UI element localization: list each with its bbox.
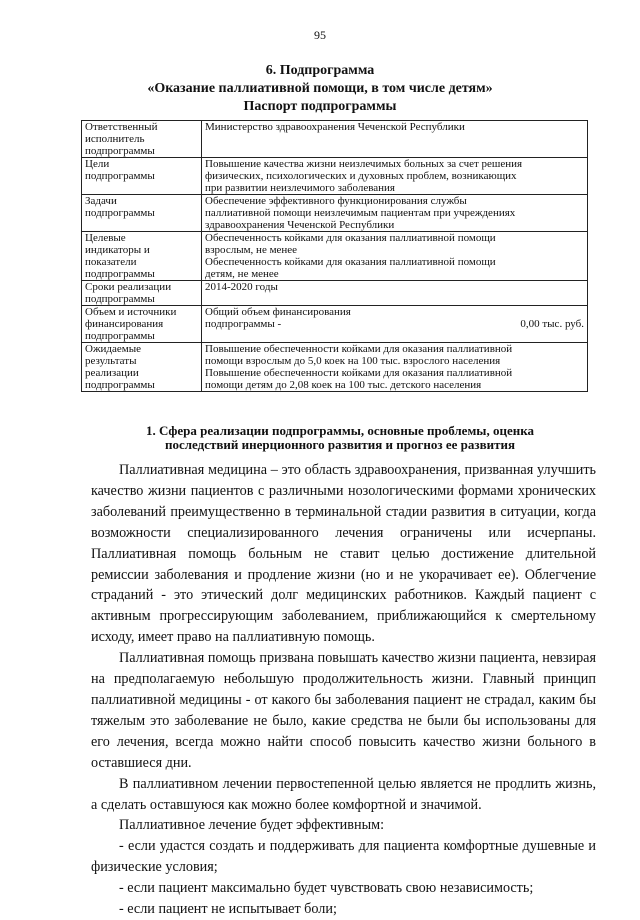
- passport-value-line: Министерство здравоохранения Чеченской Республики: [205, 121, 465, 133]
- passport-value-line: паллиативной помощи неизлечимым пациентам при учреждениях: [205, 207, 516, 219]
- passport-label-cell: [82, 121, 202, 158]
- page-number: 95: [314, 28, 326, 42]
- passport-value-line: Обеспеченность койками для оказания паллиативной помощи: [205, 232, 496, 244]
- passport-label-line: подпрограммы: [85, 145, 155, 157]
- passport-label-line: Задачи: [85, 195, 117, 207]
- section-heading-line: 1. Сфера реализации подпрограммы, основные проблемы, оценка: [145, 423, 534, 438]
- passport-label-line: подпрограммы: [85, 268, 155, 280]
- passport-value-line: помощи взрослым до 5,0 коек на 100 тыс. взрослого населения: [205, 355, 501, 367]
- section-heading-line: последствий инерционного развития и прогноз ее развития: [164, 437, 516, 452]
- financing-label: подпрограммы -: [205, 318, 282, 330]
- passport-label-line: финансирования: [85, 318, 164, 330]
- passport-label-line: Сроки реализации: [85, 281, 172, 293]
- passport-label-line: подпрограммы: [85, 293, 155, 305]
- subprogram-number-title: 6. Подпрограмма: [265, 63, 375, 78]
- passport-table: [81, 120, 588, 392]
- passport-label-line: подпрограммы: [85, 379, 155, 391]
- financing-row: [205, 318, 584, 330]
- passport-label-line: Целевые: [85, 232, 126, 244]
- passport-label-line: индикаторы и: [85, 244, 150, 256]
- passport-value-line: взрослым, не менее: [205, 244, 298, 256]
- paragraph: В паллиативном лечении первостепенной целью является не продлить жизнь, а сделать оставшуюся как можно более комфортной и значимой.: [91, 775, 596, 813]
- passport-label-line: подпрограммы: [85, 170, 155, 182]
- passport-row: [82, 343, 588, 392]
- passport-label-cell: [82, 195, 202, 232]
- passport-value-cell: [202, 306, 588, 343]
- passport-value-line: Обеспеченность койками для оказания паллиативной помощи: [205, 256, 496, 268]
- passport-value-cell: [202, 232, 588, 281]
- subprogram-titles: [0, 62, 640, 116]
- passport-value-line: Повышение обеспеченности койками для оказания паллиативной: [205, 367, 513, 379]
- paragraph: Паллиативная медицина – это область здравоохранения, призванная улучшить качество жизни пациентов с различными нозологическими формами хронических заболеваний преимущественно в терминальной стадии развития в ситуации, когда возможности специализированного лечения ограничены или исчерпаны. Паллиативная помощь больным не ставит целью достижение длительной ремиссии заболевания и продление жизни (но и не укорачивает ее). Облегчение страданий - это этический долг медицинских работников. Каждый пациент с активным прогрессирующим заболеванием, приближающийся к смертельному исходу, имеет право на паллиативную помощь.: [91, 462, 596, 646]
- passport-label-cell: [82, 343, 202, 392]
- passport-label-line: результаты: [85, 355, 137, 367]
- passport-row: [82, 306, 588, 343]
- passport-value-line: помощи детям до 2,08 коек на 100 тыс. детского населения: [205, 379, 482, 391]
- passport-value-cell: [202, 281, 588, 306]
- bullet-item: - если пациент максимально будет чувствовать свою независимость;: [119, 880, 534, 897]
- passport-label-cell: [82, 306, 202, 343]
- passport-label-line: Цели: [85, 158, 110, 170]
- passport-value-line: при развитии неизлечимого заболевания: [205, 182, 395, 194]
- passport-label-cell: [82, 158, 202, 195]
- subprogram-name-title: «Оказание паллиативной помощи, в том числе детям»: [147, 81, 493, 96]
- passport-row: [82, 281, 588, 306]
- passport-value-line: 2014-2020 годы: [205, 281, 278, 293]
- passport-label-line: Объем и источники: [85, 306, 177, 318]
- passport-label-line: реализации: [85, 367, 139, 379]
- passport-row: [82, 158, 588, 195]
- passport-row: [82, 232, 588, 281]
- passport-value-cell: [202, 343, 588, 392]
- passport-value-line: Общий объем финансирования: [205, 306, 351, 318]
- paragraph: Паллиативное лечение будет эффективным:: [119, 817, 385, 834]
- passport-value-line: детям, не менее: [205, 268, 279, 280]
- bullet-item: - если удастся создать и поддерживать для пациента комфортные душевные и физические условия;: [91, 838, 596, 876]
- passport-value-line: физических, психологических и духовных проблем, возникающих: [205, 170, 517, 182]
- passport-label-cell: [82, 232, 202, 281]
- passport-value-line: Повышение обеспеченности койками для оказания паллиативной: [205, 343, 513, 355]
- passport-label-line: Ответственный: [85, 121, 158, 133]
- section-heading: [100, 424, 580, 452]
- passport-value-cell: [202, 121, 588, 158]
- passport-label-line: исполнитель: [85, 133, 145, 145]
- section-body: [91, 460, 596, 920]
- passport-row: [82, 121, 588, 158]
- passport-label-line: Ожидаемые: [85, 343, 142, 355]
- passport-label-line: подпрограммы: [85, 330, 155, 342]
- passport-label-line: показатели: [85, 256, 137, 268]
- passport-label-line: подпрограммы: [85, 207, 155, 219]
- passport-value-line: Повышение качества жизни неизлечимых больных за счет решения: [205, 158, 523, 170]
- passport-label-cell: [82, 281, 202, 306]
- passport-value-line: Обеспечение эффективного функционирования службы: [205, 195, 467, 207]
- paragraph: Паллиативная помощь призвана повышать качество жизни пациента, невзирая на предполагаемую небольшую продолжительность жизни. Главный принцип паллиативной медицины - от какого бы заболевания пациент не страдал, каким бы тяжелым это заболевание не было, какие средства не были бы использованы для его лечения, всегда можно найти способ повысить качество жизни больного в оставшиеся дни.: [91, 650, 596, 771]
- passport-row: [82, 195, 588, 232]
- passport-value-cell: [202, 158, 588, 195]
- passport-value-cell: [202, 195, 588, 232]
- financing-amount: 0,00 тыс. руб.: [520, 318, 584, 330]
- passport-value-line: здравоохранения Чеченской Республики: [205, 219, 395, 231]
- bullet-item: - если пациент не испытывает боли;: [119, 901, 337, 918]
- passport-title: Паспорт подпрограммы: [243, 99, 397, 114]
